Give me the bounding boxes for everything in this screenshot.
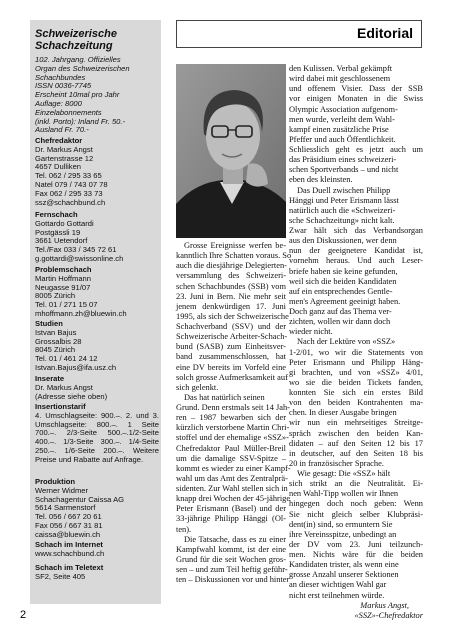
article-line: auf ein entsprechendes Gentle- (289, 286, 393, 296)
article-line: briefe haben sie keine gefunden, (289, 266, 398, 276)
contact-line: 4657 Dulliken (35, 162, 82, 172)
article-line: Das Duell zwischen Philipp (297, 185, 391, 195)
info-line: Schachbundes (35, 72, 86, 82)
article-line: hingegen doch noch geben: Wenn (289, 499, 423, 509)
article-line: Nach der Lektüre von «SSZ» (297, 337, 396, 347)
article-line: Peter Erismann und Philipp Häng- (289, 357, 423, 367)
article-line: Pfeffer und auch Öffentlichkeit. (289, 134, 396, 144)
article-line: vornehm heraus. Und auch Leser- (289, 256, 423, 266)
article-line: gi brachten, und von «SSZ» 4/01, (289, 367, 423, 377)
contact-line: 5614 Sarmenstorf (35, 503, 96, 513)
article-line: grosse Anzahl unserer Sektionen (289, 570, 399, 580)
author-portrait (176, 64, 286, 238)
article-line: an dieser wichtigen Wahl gar (289, 580, 387, 590)
article-line: solch grosse Aufmerksamkeit auf (176, 372, 288, 382)
article-line: kommt es wieder zu einer Kampf- (176, 463, 291, 473)
article-line: jenem denkwürdigen 17. Juni (176, 301, 286, 311)
produktion-section (35, 478, 159, 540)
article-line: Grosse Ereignisse werfen be- (184, 241, 286, 250)
article-line: men's Agreement geeinigt haben. (289, 296, 401, 306)
article-line: Die Tatsache, dass es zu einer (184, 534, 286, 544)
info-line: 102. Jahrgang. Offizielles (35, 55, 121, 64)
contact-line: Grossalbis 28 (35, 336, 82, 346)
article-line: ten – Diskussionen vor und hinter (176, 575, 290, 585)
article-line: weil sich die beiden Kandidaten (289, 276, 397, 286)
article-line: ten). (176, 524, 192, 534)
contact-line: Tel. 062 / 295 33 65 (35, 171, 102, 181)
article-line: Sie nicht gleich selber Klubpräsi- (289, 509, 423, 519)
article-line: kampf einen zusätzliche Prise (289, 124, 389, 134)
article-line: ihre Vereinsspitze, unbedingt an (289, 529, 397, 539)
article-column-right (289, 64, 423, 621)
article-line: sche Schachzeitung» nicht kalt. (289, 215, 395, 225)
portrait-illustration (176, 64, 286, 238)
article-line: stoffel und der ehemalige «SSZ»- (176, 433, 289, 443)
contact-line: (Adresse siehe oben) (35, 391, 108, 401)
contact-line: Postgässli 19 (35, 227, 81, 237)
info-line: Einzelabonnements (35, 107, 102, 117)
article-line: schen Sportverbands – und nicht (289, 165, 399, 175)
article-line: Schachverband (SSV) und der (176, 322, 286, 331)
article-line: der DV vom 23. Juni teilzunch- (289, 539, 423, 549)
article-line: sen – und zum Teil heftig geführ- (176, 565, 288, 574)
contact-line: Schachagentur Caissa AG (35, 494, 125, 504)
contact-line: 8045 Zürich (35, 345, 76, 355)
contact-line: Tel./Fax 033 / 345 72 61 (35, 245, 117, 255)
internet-section (35, 541, 159, 559)
article-line: chen. In dieser Ausgabe bringen (289, 408, 397, 418)
page-title: Editorial (356, 25, 413, 41)
magazine-title (35, 28, 159, 52)
article-line: Schliesslich geht es jetzt auch um (289, 145, 423, 154)
contact-line: 8005 Zürich (35, 291, 76, 301)
page-number: 2 (20, 609, 27, 621)
contact-line: Natel 079 / 743 07 78 (35, 179, 108, 189)
article-line: Kandidaten trister, als wenn eine (289, 560, 399, 570)
article-line: 1-2/01, wo wir die Statements von (289, 347, 423, 357)
article-line: wieder nicht. (289, 327, 333, 337)
studien-section (35, 320, 159, 373)
article-line: Schweizerische Arbeiter-Schach- (176, 332, 288, 342)
email-link[interactable]: Istvan.Bajus@ifa.usz.ch (35, 362, 117, 372)
article-line: men wurde, verleiht dem Wahl- (289, 114, 395, 124)
article-line: nicht erst teilnehmen würde. (289, 590, 385, 600)
info-line: Erscheint 10mal pro Jahr (35, 90, 120, 100)
info-line: Ausland Fr. 70.- (35, 125, 89, 135)
info-line: Organ des Schweizerischen (35, 63, 130, 73)
contact-line: Tel. 056 / 667 20 61 (35, 512, 102, 522)
article-line: den Kulissen. Verbal gekämpft (289, 64, 393, 73)
contact-line: Martin Hoffmann (35, 273, 91, 283)
article-line: didaten – auf den Seiten 12 bis 17 (289, 438, 423, 448)
article-line: Wie gesagt: Die «SSZ» hält (297, 469, 391, 478)
article-line: versammlung des Schweizeri- (176, 271, 286, 281)
section-heading: Insertionstarif (35, 402, 86, 411)
contact-line: Werner Widmer (35, 485, 89, 495)
website-link[interactable]: www.schachbund.ch (35, 548, 105, 558)
contact-line: Tel. 01 / 461 24 12 (35, 354, 98, 364)
author-signature: Markus Angst, (360, 600, 409, 610)
article-line: ren – 1987 bewarben sich der (176, 413, 286, 423)
email-link[interactable]: g.gottardi@swissonline.ch (35, 253, 124, 263)
section-heading: Studien (35, 319, 63, 328)
article-line: wahl um das Amt des Zentralprä- (176, 473, 288, 483)
contact-line: Gottardo Gottardi (35, 218, 94, 228)
article-line: sich strikt an die Neutralität. Ei- (289, 479, 423, 489)
article-line: das Präsidium eines schweizeri- (289, 155, 397, 165)
publication-info (35, 56, 159, 135)
contact-line: Tel. 01 / 271 15 07 (35, 300, 98, 310)
problemschach-section (35, 266, 159, 319)
section-heading: Fernschach (35, 210, 78, 219)
article-line: Zwar hält sich das Verbandsorgan (289, 226, 423, 235)
article-line: eben des kleinsten. (289, 175, 353, 185)
article-line: spräch zwischen den beiden Kan- (289, 428, 423, 438)
article-line: Chefredaktor Paul Müller-Breil (176, 443, 286, 453)
article-line: sidenten. Zur Wahl stellen sich in (176, 484, 288, 493)
article-line: wir nun ein mehrseitiges Streitge- (289, 418, 423, 428)
contact-line: Istvan Bajus (35, 327, 77, 337)
info-line: (inkl. Porto): Inland Fr. 50.- (35, 116, 126, 126)
article-line: sich gelenkt. (176, 382, 219, 392)
article-line: Grund für die seit Wochen gros- (176, 554, 286, 564)
article-line: dent(in) sind, so ermuntern Sie (289, 519, 393, 529)
article-line: um die damalige SSV-Spitze – (176, 453, 286, 463)
article-line: band zusammenschlossen, hat (176, 352, 286, 362)
article-line: Grund. Denn erstmals seit 14 Jah- (176, 403, 290, 412)
section-heading: Schach im Teletext (35, 563, 104, 572)
article-line: 1995, als sich der Schweizerische (176, 311, 289, 321)
article-line: natürlich auch die «Schweizeri- (289, 205, 396, 215)
contact-line: Dr. Markus Angst (35, 382, 93, 392)
contact-line: Fax 062 / 295 33 73 (35, 188, 103, 198)
article-line: zichten, wollen wir dann doch (289, 317, 391, 327)
impressum-sidebar (30, 20, 161, 604)
magazine-title-line: Schachzeitung (35, 40, 113, 52)
email-link[interactable]: mhoffmann.zh@bluewin.ch (35, 308, 127, 318)
article-line: schen Schachbundes (SSB) vom (176, 281, 286, 291)
article-line: vor einigen Monaten in die Swiss (289, 94, 423, 104)
contact-line: Gartenstrasse 12 (35, 153, 94, 163)
article-line: konnten Sie sich ein erstes Bild (289, 388, 423, 397)
info-line: ISSN 0036-7745 (35, 81, 92, 91)
article-line: Doch ganz auf das Thema ver- (289, 307, 392, 316)
article-line: men. Nichts wäre für die beiden (289, 550, 423, 559)
article-line: nun der geeignetere Kandidat ist, (289, 246, 423, 256)
article-line: kürzlich verstorbene Martin Chri- (176, 423, 290, 433)
chefredaktor-section (35, 137, 159, 207)
article-line: Das hat natürlich seinen (184, 392, 265, 402)
section-heading: Produktion (35, 477, 76, 486)
article-column-left (176, 241, 292, 585)
article-line: und offenem Visier. Dass der SSB (289, 84, 423, 94)
article-line: nen Wahl-Tipp wollen wir Ihnen (289, 489, 399, 499)
section-heading: Problemschach (35, 265, 92, 274)
contact-line: SF2, Seite 405 (35, 571, 86, 581)
section-heading: Inserate (35, 374, 65, 383)
article-line: 20 in französischer Sprache. (289, 458, 384, 468)
fernschach-section (35, 211, 159, 264)
article-line: auch die diesjährige Delegierten- (176, 261, 287, 271)
section-heading: Chefredaktor (35, 136, 83, 145)
tariff-text: 4. Umschlagseite: 900.–. 2. und 3. Umschlagseite: 800.–. 1 Seite 700.–. 2/3-Seite 500.–.1/2-Seite 400.–. 1/3-Seite 300.–. 1/4-Seite 250.–. 1/6-Seite 200.–. Weitere Preise und Rabatte auf Anfrage. (35, 410, 159, 464)
article-line: 23. Juni in Bern. Nie mehr seit (176, 291, 286, 301)
article-line: eine DV bereits im Vorfeld eine (176, 362, 286, 372)
info-line: Auflage: 8000 (35, 98, 82, 108)
article-line: 33-jährige Philipp Hänggi (Ol- (176, 514, 286, 524)
teletext-section (35, 564, 159, 582)
contact-line: Neugasse 91/07 (35, 282, 91, 292)
article-line: von den beiden Kontrahenten ma- (289, 398, 423, 408)
article-line: Olympic Association aufgenom- (289, 104, 398, 114)
inserate-section (35, 375, 159, 401)
insertionstarif-section (35, 403, 159, 465)
article-line: bund (SASB) zum Einheitsver- (176, 342, 286, 352)
magazine-title-line: Schweizerische (35, 28, 117, 40)
email-link[interactable]: ssz@schachbund.ch (35, 197, 106, 207)
contact-line: Dr. Markus Angst (35, 144, 93, 154)
article-line: wird dabei mit geschlossenem (289, 74, 391, 84)
article-line: knapp drei Wochen der 45-jährige (176, 494, 291, 504)
section-heading: Schach im Internet (35, 540, 103, 549)
article-line: Peter Erismann (Basel) und der (176, 504, 286, 514)
email-link[interactable]: caissa@bluewin.ch (35, 529, 101, 539)
article-line: Hänggi und Peter Erismann lässt (289, 195, 399, 205)
author-role: «SSZ»-Chefredaktor (354, 610, 423, 620)
article-line: wo sie die beiden Tickets fanden, (289, 377, 423, 387)
article-line: kanntlich Ihre Schatten voraus. So (176, 251, 292, 261)
article-line: aus den Diskussionen, wer denn (289, 236, 397, 246)
contact-line: Fax 056 / 667 31 81 (35, 520, 103, 530)
contact-line: 3661 Uetendorf (35, 236, 88, 246)
article-line: in deutscher, auf den Seiten 18 bis (289, 448, 423, 458)
editorial-header (176, 20, 422, 48)
article-line: Kampfwahl kommt, ist der eine (176, 544, 286, 554)
